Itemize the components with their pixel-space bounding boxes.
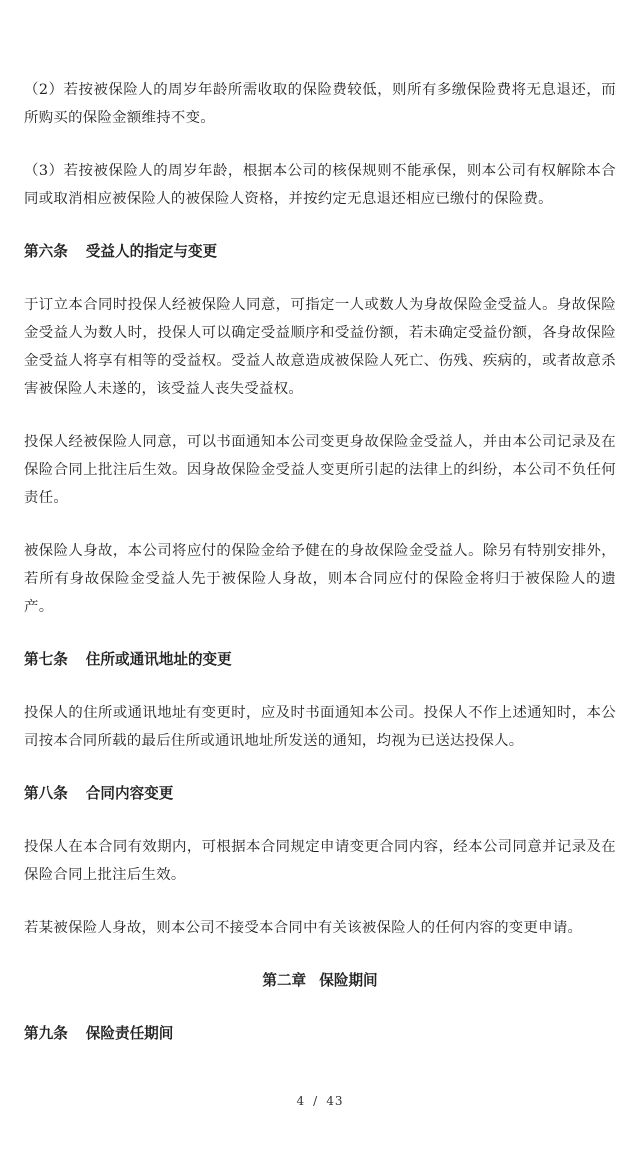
page-number-footer — [0, 1094, 640, 1108]
article-6-paragraph-2: 投保人经被保险人同意，可以书面通知本公司变更身故保险金受益人，并由本公司记录及在保险合同上批注后生效。因身故保险金受益人变更所引起的法律上的纠纷，本公司不负任何责任。 — [24, 434, 616, 506]
document-page — [24, 76, 616, 1073]
paragraph-age-lower-premium: （2）若按被保险人的周岁年龄所需收取的保险费较低，则所有多缴保险费将无息退还，而所购买的保险金额维持不变。 — [24, 82, 616, 126]
total-page-count: 43 — [326, 1094, 344, 1108]
article-6-title: 受益人的指定与变更 — [85, 243, 218, 260]
article-6-paragraph-3: 被保险人身故，本公司将应付的保险金给予健在的身故保险金受益人。除另有特别安排外，若所有身故保险金受益人先于被保险人身故，则本合同应付的保险金将归于被保险人的遗产。 — [24, 543, 616, 615]
chapter-2-heading — [24, 967, 616, 995]
article-9-title: 保险责任期间 — [85, 1025, 174, 1042]
current-page-number: 4 — [296, 1094, 306, 1108]
article-7-paragraph-1: 投保人的住所或通讯地址有变更时，应及时书面通知本公司。投保人不作上述通知时，本公司按本合同所载的最后住所或通讯地址所发送的通知，均视为已送达投保人。 — [24, 705, 616, 749]
article-8-paragraph-2: 若某被保险人身故，则本公司不接受本合同中有关该被保险人的任何内容的变更申请。 — [24, 920, 583, 936]
chapter-2-title: 保险期间 — [319, 972, 378, 989]
article-8-title: 合同内容变更 — [85, 785, 174, 802]
article-6-number: 第六条 — [24, 243, 68, 260]
article-8-heading — [24, 780, 616, 808]
article-8-paragraph-1: 投保人在本合同有效期内，可根据本合同规定申请变更合同内容，经本公司同意并记录及在保险合同上批注后生效。 — [24, 839, 616, 883]
article-6-heading — [24, 238, 616, 266]
article-7-heading — [24, 646, 616, 674]
article-9-heading — [24, 1020, 616, 1048]
article-9-number: 第九条 — [24, 1025, 68, 1042]
chapter-2-number: 第二章 — [262, 972, 307, 989]
page-separator: / — [313, 1094, 319, 1108]
article-7-title: 住所或通讯地址的变更 — [85, 651, 232, 668]
article-7-number: 第七条 — [24, 651, 68, 668]
article-6-paragraph-1: 于订立本合同时投保人经被保险人同意，可指定一人或数人为身故保险金受益人。身故保险金受益人为数人时，投保人可以确定受益顺序和受益份额，若未确定受益份额，各身故保险金受益人将享有相等的受益权。受益人故意造成被保险人死亡、伤残、疾病的，或者故意杀害被保险人未遂的，该受益人丧失受益权。 — [24, 297, 616, 397]
paragraph-age-not-insurable: （3）若按被保险人的周岁年龄，根据本公司的核保规则不能承保，则本公司有权解除本合同或取消相应被保险人的被保险人资格，并按约定无息退还相应已缴付的保险费。 — [24, 163, 616, 207]
article-8-number: 第八条 — [24, 785, 68, 802]
